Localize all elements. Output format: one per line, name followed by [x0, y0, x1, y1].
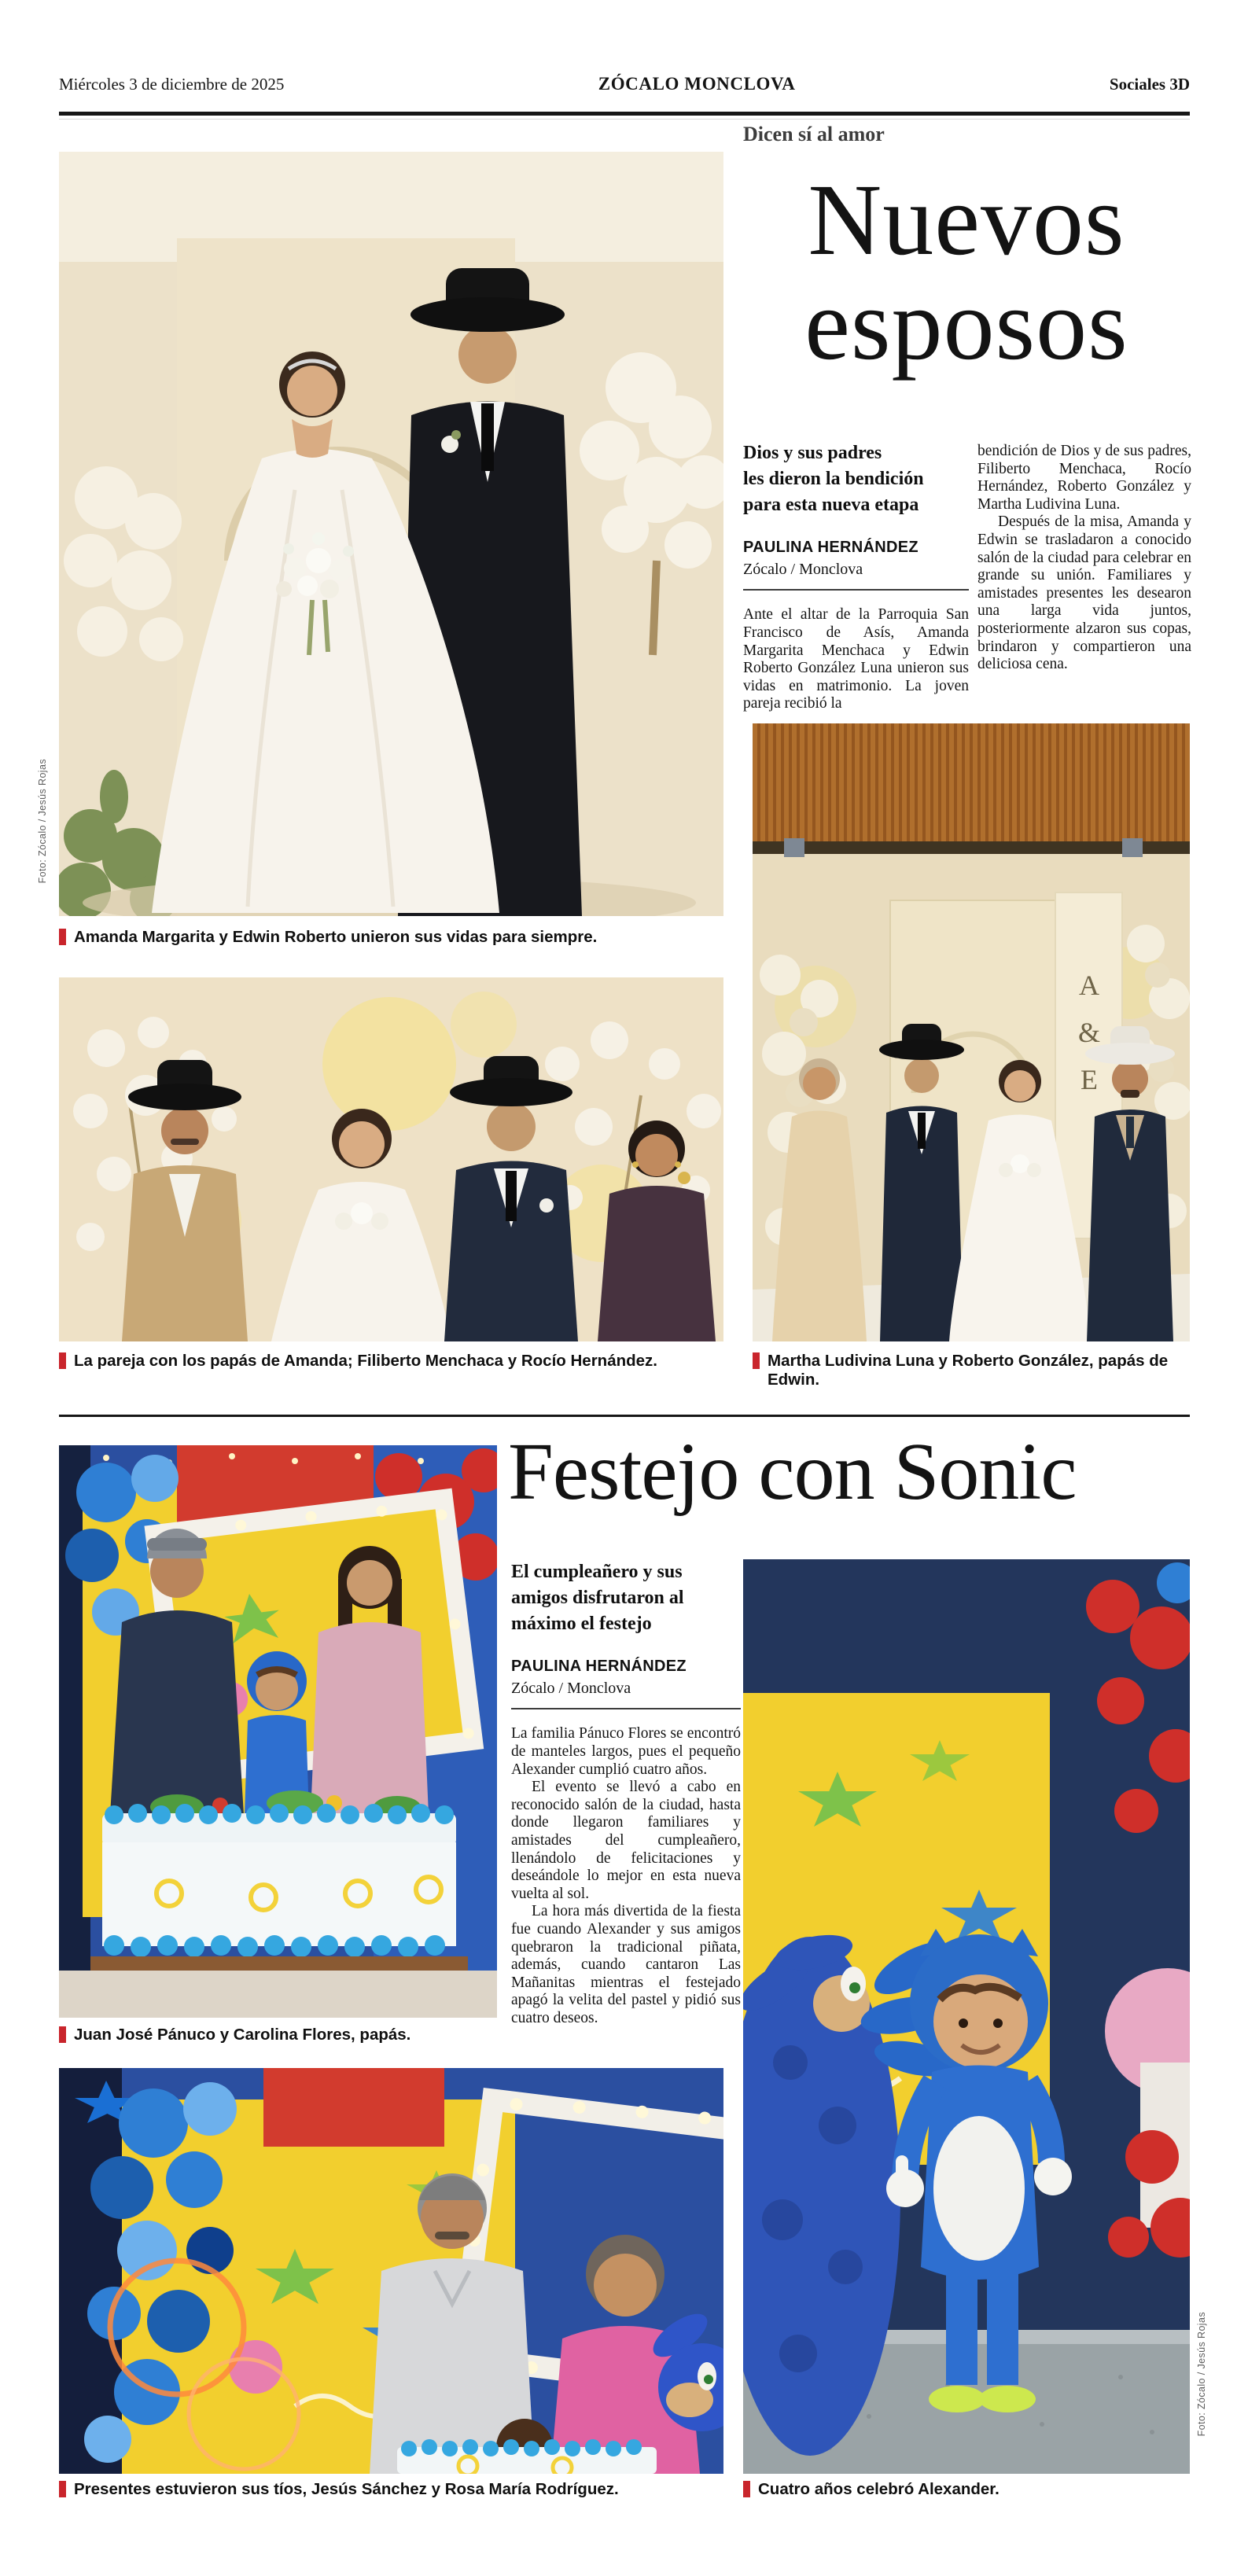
photo-couple-with-brides-parents: [59, 977, 723, 1341]
sonic-deck-line3: máximo el festejo: [511, 1614, 652, 1635]
caption-wedding-left: [59, 1352, 723, 1371]
photo-credit-left: Foto: Zócalo / Jesús Rojas: [37, 759, 48, 884]
sonic-body-p1: La familia Pánuco Flores se encontró de manteles largos, pues el pequeño Alexander cumplió cuatro años.: [511, 1725, 741, 1778]
brides-parents-illustration: [59, 977, 723, 1341]
sonic-body: [511, 1725, 741, 2027]
caption-text: La pareja con los papás de Amanda; Filiberto Menchaca y Rocío Hernández.: [74, 1352, 657, 1370]
photo-birthday-family: [59, 1445, 497, 2018]
father-figure: [122, 1060, 248, 1341]
caption-marker: [59, 2481, 66, 2497]
wedding-headline-line2: esposos: [804, 267, 1128, 381]
caption-marker: [59, 2026, 66, 2043]
caption-marker: [753, 1352, 760, 1369]
wedding-deck-line1: Dios y sus padres: [743, 443, 882, 463]
cake-edge: [397, 2439, 657, 2474]
wedding-deck: [743, 440, 969, 518]
sonic-column: [511, 1559, 741, 2028]
sonic-headline: Festejo con Sonic: [508, 1426, 1077, 1517]
grooms-parents-illustration: [753, 723, 1190, 1341]
wedding-kicker: Dicen sí al amor: [743, 123, 885, 145]
header-rule-thin: [59, 119, 1190, 120]
wedding-column-2: [977, 443, 1191, 674]
sonic-body-p3: La hora más divertida de la fiesta fue cuando Alexander y sus amigos quebraron la tradicional piñata, además, cuando cantaron Las Mañanitas mientras el festejado apagó la velita del pastel y pidió sus cuatro deseos.: [511, 1903, 741, 2027]
photo-wedding-couple: [59, 152, 723, 916]
svg-text:E: E: [1080, 1064, 1098, 1095]
sonic-deck-line2: amigos disfrutaron al: [511, 1588, 684, 1609]
story-divider-rule: [59, 1415, 1190, 1417]
svg-text:A: A: [1079, 970, 1099, 1001]
header-rule: [59, 112, 1190, 116]
caption-text: Juan José Pánuco y Carolina Flores, papás.: [74, 2026, 411, 2044]
caption-text: Martha Ludivina Luna y Roberto González, papás de Edwin.: [768, 1352, 1169, 1389]
masthead: ZÓCALO MONCLOVA: [598, 74, 796, 94]
wedding-body-col2-p2: Después de la misa, Amanda y Edwin se trasladaron a conocido salón de la ciudad para celebrar en grande su unión. Familiares y amistades presentes les desearon una larga vida juntos, posteriormente alzaron sus copas, brindaron y compartieron una deliciosa cena.: [977, 513, 1191, 673]
page-header: [59, 74, 1190, 94]
sonic-body-p2: El evento se llevó a cabo en reconocido salón de la ciudad, hasta donde llegaron familiares y amistades del cumpleañero, llenándolo de felicitaciones y deseándole lo mejor en esta nueva vuelta al sol.: [511, 1779, 741, 1902]
wedding-headline-line1: Nuevos: [808, 164, 1125, 277]
wedding-couple-illustration: [59, 152, 723, 916]
wedding-headline: [743, 164, 1190, 381]
wedding-body-col2: [977, 443, 1191, 674]
wedding-body-col1-p1: Ante el altar de la Parroquia San Francisco de Asís, Amanda Margarita Menchaca y Edwin Roberto González Luna unieron sus vidas en matrimonio. La joven pareja recibió la: [743, 606, 969, 712]
sonic-byline-name: PAULINA HERNÁNDEZ: [511, 1658, 687, 1676]
section-label: Sociales 3D: [1109, 75, 1190, 94]
wedding-column-1: [743, 440, 969, 713]
sonic-cake: [59, 1790, 497, 2018]
venue-sign-letters: [1078, 970, 1100, 1095]
caption-sonic-family: [59, 2026, 497, 2044]
caption-text: Cuatro años celebró Alexander.: [758, 2480, 1000, 2498]
wedding-byline-rule: [743, 589, 969, 591]
sonic-deck-line1: El cumpleañero y sus: [511, 1562, 683, 1582]
sonic-deck: [511, 1559, 741, 1637]
svg-text:&: &: [1077, 1017, 1101, 1048]
caption-marker: [59, 929, 66, 945]
edition-date: Miércoles 3 de diciembre de 2025: [59, 75, 285, 94]
caption-marker: [59, 1352, 66, 1369]
caption-wedding-right: [753, 1352, 1190, 1389]
birthday-family-illustration: [59, 1445, 497, 2018]
sonic-byline-org: Zócalo / Monclova: [511, 1680, 631, 1698]
caption-wedding-main: [59, 928, 723, 947]
photo-birthday-uncles: [59, 2068, 723, 2474]
photo-couple-with-grooms-parents: [753, 723, 1190, 1341]
wedding-body-col1: [743, 606, 969, 713]
caption-sonic-uncles: [59, 2480, 723, 2499]
photo-credit-right: Foto: Zócalo / Jesús Rojas: [1196, 2312, 1207, 2437]
wedding-deck-line3: para esta nueva etapa: [743, 495, 919, 516]
groom-figure-2: [444, 1056, 578, 1341]
birthday-boy-figure: [245, 1651, 309, 1815]
sonic-boy-illustration: [743, 1559, 1190, 2474]
caption-text: Amanda Margarita y Edwin Roberto unieron sus vidas para siempre.: [74, 928, 598, 946]
wedding-body-col2-p1: bendición de Dios y de sus padres, Filiberto Menchaca, Rocío Hernández, Roberto González y Martha Ludivina Luna.: [977, 443, 1191, 513]
caption-marker: [743, 2481, 750, 2497]
wedding-deck-line2: les dieron la bendición: [743, 469, 924, 490]
photo-birthday-boy-sonic: [743, 1559, 1190, 2474]
caption-sonic-boy: [743, 2480, 1190, 2499]
uncles-illustration: [59, 2068, 723, 2474]
caption-text: Presentes estuvieron sus tíos, Jesús Sánchez y Rosa María Rodríguez.: [74, 2480, 619, 2498]
wedding-byline-name: PAULINA HERNÁNDEZ: [743, 539, 919, 557]
wedding-byline-org: Zócalo / Monclova: [743, 561, 863, 579]
sonic-byline-rule: [511, 1708, 741, 1709]
